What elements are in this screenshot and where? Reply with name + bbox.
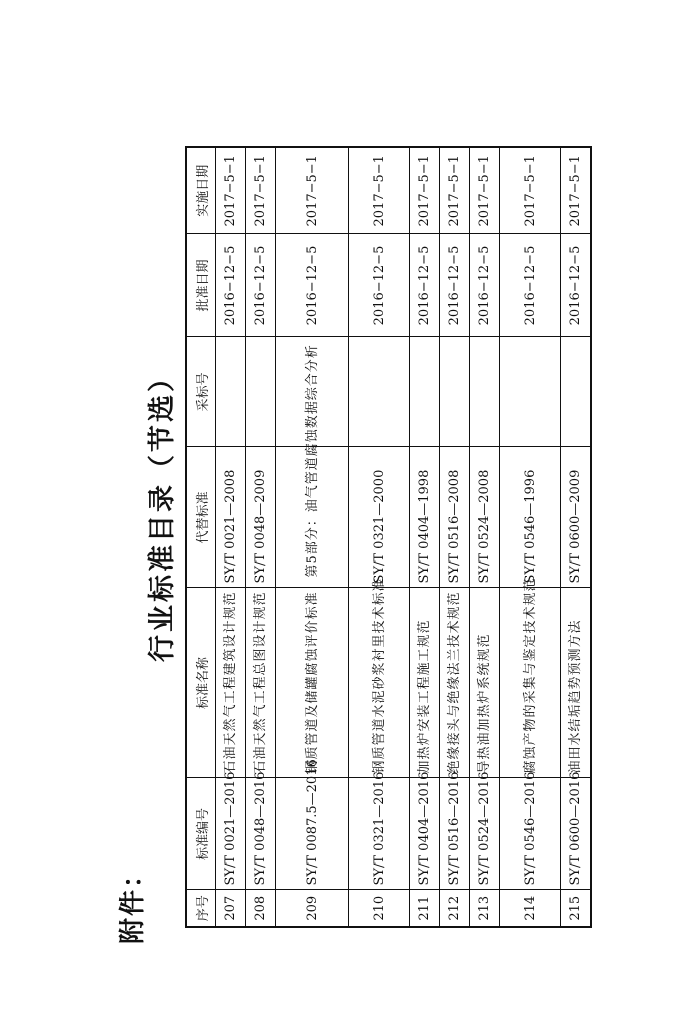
cell-effective-date: 2017−5−1 [500,147,561,234]
cell-name: 绝缘接头与绝缘法兰技术规范 [440,588,470,778]
cell-effective-date: 2017−5−1 [440,147,470,234]
cell-code: SY/T 0404—2016 [410,778,440,890]
table-header-row [186,147,216,927]
cell-approval-date: 2016−12−5 [500,234,561,337]
cell-name: 油田水结垢趋势预测方法 [561,588,592,778]
cell-code: SY/T 0524—2016 [470,778,500,890]
cell-effective-date: 2017−5−1 [561,147,592,234]
cell-effective-date: 2017−5−1 [246,147,276,234]
cell-approval-date: 2016−12−5 [440,234,470,337]
cell-replaced: SY/T 0546—1996 [500,447,561,588]
header-code: 标准编号 [186,778,216,890]
header-effective-date: 实施日期 [186,147,216,234]
header-approval-date: 批准日期 [186,234,216,337]
cell-approval-date: 2016−12−5 [561,234,592,337]
cell-replaced: SY/T 0600—2009 [561,447,592,588]
cell-name: 钢质管道及储罐腐蚀评价标准 第5部分：油气管道腐蚀数据综合分析 [276,588,349,778]
cell-seq: 210 [349,890,410,927]
cell-name: 石油天然气工程建筑设计规范 [216,588,246,778]
cell-effective-date: 2017−5−1 [276,147,349,234]
cell-code: SY/T 0048—2016 [246,778,276,890]
cell-effective-date: 2017−5−1 [410,147,440,234]
cell-adopted [500,337,561,447]
cell-approval-date: 2016−12−5 [349,234,410,337]
cell-name: 导热油加热炉系统规范 [470,588,500,778]
header-adopted: 采标号 [186,337,216,447]
cell-effective-date: 2017−5−1 [470,147,500,234]
table-row [216,147,246,927]
cell-name: 钢质管道水泥砂浆衬里技术标准 [349,588,410,778]
cell-effective-date: 2017−5−1 [216,147,246,234]
cell-adopted [349,337,410,447]
table-row [410,147,440,927]
cell-approval-date: 2016−12−5 [216,234,246,337]
cell-replaced: SY/T 0021—2008 [216,447,246,588]
table-row [246,147,276,927]
cell-replaced: SY/T 0524—2008 [470,447,500,588]
cell-effective-date: 2017−5−1 [349,147,410,234]
cell-seq: 208 [246,890,276,927]
cell-adopted [410,337,440,447]
cell-replaced: SY/T 0404—1998 [410,447,440,588]
header-name: 标准名称 [186,588,216,778]
standards-table [185,146,592,928]
header-replaced: 代替标准 [186,447,216,588]
cell-adopted [246,337,276,447]
cell-code: SY/T 0021—2016 [216,778,246,890]
cell-name: 加热炉安装工程施工规范 [410,588,440,778]
cell-approval-date: 2016−12−5 [410,234,440,337]
cell-adopted [440,337,470,447]
cell-replaced: SY/T 0048—2009 [246,447,276,588]
table-row [276,147,349,927]
cell-code: SY/T 0516—2016 [440,778,470,890]
cell-code: SY/T 0600—2016 [561,778,592,890]
attachment-label: 附件： [118,859,148,944]
cell-seq: 211 [410,890,440,927]
cell-adopted [561,337,592,447]
cell-seq: 212 [440,890,470,927]
table-row [470,147,500,927]
table-row [500,147,561,927]
cell-approval-date: 2016−12−5 [470,234,500,337]
cell-seq: 214 [500,890,561,927]
cell-name: 石油天然气工程总图设计规范 [246,588,276,778]
cell-approval-date: 2016−12−5 [246,234,276,337]
cell-seq: 209 [276,890,349,927]
cell-adopted [470,337,500,447]
cell-code: SY/T 0546—2016 [500,778,561,890]
cell-seq: 207 [216,890,246,927]
header-seq: 序号 [186,890,216,927]
cell-approval-date: 2016−12−5 [276,234,349,337]
cell-code: SY/T 0321—2016 [349,778,410,890]
cell-adopted [216,337,246,447]
table-row [349,147,410,927]
cell-seq: 213 [470,890,500,927]
cell-seq: 215 [561,890,592,927]
cell-name: 腐蚀产物的采集与鉴定技术规范 [500,588,561,778]
table-row [440,147,470,927]
table-row [561,147,592,927]
cell-replaced: SY/T 0516—2008 [440,447,470,588]
page-title: 行业标准目录（节选） [147,362,178,662]
cell-replaced: SY/T 0321—2000 [349,447,410,588]
cell-code: SY/T 0087.5—2016 [276,778,349,890]
